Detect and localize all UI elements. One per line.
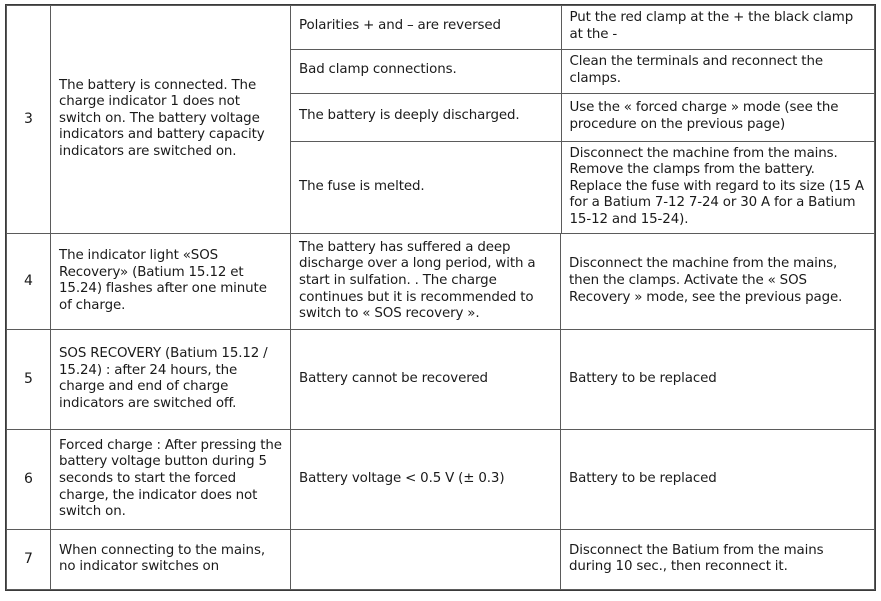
row-number-cell	[7, 430, 51, 530]
solution-cell	[561, 530, 875, 590]
cause-cell	[291, 430, 561, 530]
solution-cell	[561, 6, 875, 49]
cause-cell	[291, 49, 561, 93]
solution-text: Disconnect the machine from the mains. Remove the clamps from the battery. Replace the fuse with regard to its size (15 A for a Batium 7-12 7-24 or 30 A for a Batium 15-12 and 15-24).	[569, 145, 864, 227]
cause-solution-pair	[291, 141, 875, 233]
solution-text: Clean the terminals and reconnect the clamps.	[569, 53, 823, 86]
cause-text: Battery cannot be recovered	[299, 370, 488, 386]
cause-solution-pair	[291, 93, 875, 141]
table-row	[7, 330, 875, 430]
symptom-cell	[51, 430, 291, 530]
solution-cell	[561, 430, 875, 530]
table-row	[7, 6, 875, 234]
symptom-cell	[51, 6, 291, 234]
row-number-cell	[7, 234, 51, 330]
row-number-cell	[7, 330, 51, 430]
cause-cell	[291, 234, 561, 330]
solution-text: Battery to be replaced	[569, 370, 717, 386]
solution-cell	[561, 234, 875, 330]
row-number: 4	[24, 273, 33, 290]
solution-text: Battery to be replaced	[569, 470, 717, 486]
cause-cell	[291, 93, 561, 141]
cause-cell	[291, 330, 561, 430]
symptom-text: When connecting to the mains, no indicator switches on	[59, 542, 265, 575]
cause-text: Battery voltage < 0.5 V (± 0.3)	[299, 470, 505, 486]
table-row	[7, 430, 875, 530]
row-number: 7	[24, 551, 33, 568]
row-number-cell	[7, 530, 51, 590]
symptom-cell	[51, 234, 291, 330]
symptom-text: SOS RECOVERY (Batium 15.12 / 15.24) : after 24 hours, the charge and end of charge indicators are switched off.	[59, 346, 268, 411]
row-number: 3	[24, 111, 33, 128]
cause-cell	[291, 141, 561, 233]
solution-text: Put the red clamp at the + the black clamp at the -	[569, 10, 854, 42]
solution-text: Use the « forced charge » mode (see the procedure on the previous page)	[569, 99, 839, 132]
troubleshooting-table	[6, 5, 875, 590]
solution-cell	[561, 93, 875, 141]
cause-text	[291, 555, 560, 564]
cause-text: The fuse is melted.	[299, 178, 425, 194]
table-row	[7, 234, 875, 330]
symptom-text: The indicator light «SOS Recovery» (Batium 15.12 et 15.24) flashes after one minute of charge.	[59, 248, 267, 313]
solution-cell	[561, 49, 875, 93]
cause-text: The battery has suffered a deep discharge over a long period, with a start in sulfation. . The charge continues but it is recommended to switch to « SOS recovery ».	[299, 239, 536, 322]
row-number: 6	[24, 471, 33, 488]
solution-text: Disconnect the Batium from the mains during 10 sec., then reconnect it.	[569, 542, 824, 575]
symptom-cell	[51, 330, 291, 430]
cause-solution-group-cell	[291, 6, 875, 234]
symptom-cell	[51, 530, 291, 590]
cause-cell	[291, 530, 561, 590]
cause-solution-subtable	[291, 6, 875, 233]
solution-text: Disconnect the machine from the mains, then the clamps. Activate the « SOS Recovery » mode, see the previous page.	[569, 256, 843, 305]
cause-solution-pair	[291, 6, 875, 49]
cause-cell	[291, 6, 561, 49]
row-number-cell	[7, 6, 51, 234]
row-number: 5	[24, 371, 33, 388]
cause-text: Bad clamp connections.	[299, 62, 457, 78]
cause-text: Polarities + and – are reversed	[299, 18, 501, 34]
solution-cell	[561, 330, 875, 430]
table-row	[7, 530, 875, 590]
solution-cell	[561, 141, 875, 233]
symptom-text: The battery is connected. The charge indicator 1 does not switch on. The battery voltage indicators and battery capacity indicators are switched on.	[59, 77, 265, 159]
cause-text: The battery is deeply discharged.	[299, 108, 520, 124]
symptom-text: Forced charge : After pressing the battery voltage button during 5 seconds to start the forced charge, the indicator does not switch on.	[59, 437, 282, 520]
cause-solution-pair	[291, 49, 875, 93]
